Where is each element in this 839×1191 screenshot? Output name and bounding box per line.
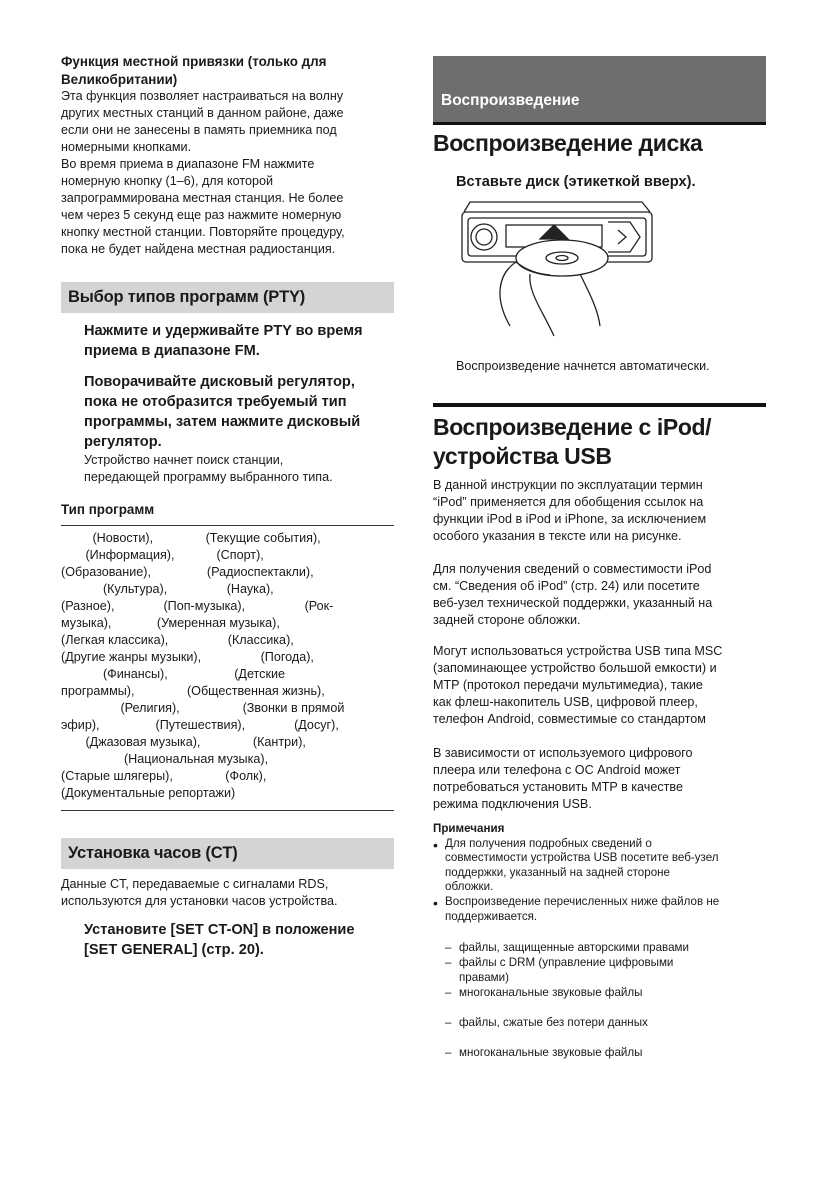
- local-seek-line: номерную кнопку (1–6), для которой: [61, 174, 274, 188]
- pty-types: [61, 500, 394, 811]
- dash-line: – многоканальные звуковые файлы: [459, 986, 643, 999]
- dash-line: – файлы с DRM (управление цифровыми: [459, 956, 674, 969]
- usb-line: (запоминающее устройство большой емкости) и: [433, 661, 717, 675]
- usb-title-line: Воспроизведение с iPod/: [433, 414, 712, 440]
- note-dash-item: [433, 1046, 779, 1061]
- usb-line: “iPod” применяется для обобщения ссылок на: [433, 495, 704, 509]
- divider: [433, 122, 766, 125]
- local-seek-title-1: Функция местной привязки (только для: [61, 54, 327, 69]
- notes-title: Примечания: [433, 822, 505, 835]
- local-seek-line: запрограммирована местная станция. Не более: [61, 191, 344, 205]
- usb-line: функции iPod в iPod и iPhone, за исключением: [433, 512, 707, 526]
- note-dash-item: [433, 956, 779, 985]
- note-item: [433, 895, 766, 924]
- pty-types-line: (Документальные репортажи): [61, 786, 236, 800]
- local-seek-line: других местных станций в данном районе, даже: [61, 106, 344, 120]
- pty-step-2-line: программы, затем нажмите дисковый: [84, 414, 361, 430]
- usb-playback-title: [433, 413, 766, 471]
- usb-title-line: устройства USB: [433, 443, 612, 469]
- divider: [433, 403, 766, 407]
- pty-step-2-desc: Устройство начнет поиск станции,: [84, 453, 284, 467]
- usb-line: задней стороне обложки.: [433, 613, 581, 627]
- pty-types-line: (Другие жанры музыки), (Погода),: [61, 650, 314, 664]
- note-line: • Воспроизведение перечисленных ниже файлов не: [445, 894, 720, 908]
- usb-line: см. “Сведения об iPod” (стр. 24) или посетите: [433, 579, 700, 593]
- local-seek-line: Во время приема в диапазоне FM нажмите: [61, 157, 315, 171]
- note-line: поддерживается.: [445, 909, 538, 923]
- playback-section-bar: [433, 56, 766, 122]
- disc-insert-step: Вставьте диск (этикеткой вверх).: [456, 174, 696, 190]
- local-seek-line: Эта функция позволяет настраиваться на волну: [61, 89, 344, 103]
- note-item: [433, 837, 766, 895]
- dash-line: – файлы, сжатые без потери данных: [459, 1016, 648, 1029]
- pty-step-2-line: регулятор.: [84, 434, 162, 450]
- usb-line: как флеш-накопитель USB, цифровой плеер,: [433, 695, 698, 709]
- pty-step-2-line: Поворачивайте дисковый регулятор,: [84, 374, 355, 390]
- usb-line: Могут использоваться устройства USB типа MSC: [433, 644, 723, 658]
- usb-paragraph-2: [433, 561, 766, 629]
- usb-notes: [433, 822, 766, 924]
- playback-section-label: Воспроизведение: [441, 92, 580, 109]
- local-seek-line: кнопку местной станции. Повторяйте процедуру,: [61, 225, 345, 239]
- pty-types-line: (Образование), (Радиоспектакли),: [61, 565, 314, 579]
- pty-types-line: музыка), (Умеренная музыка),: [61, 616, 280, 630]
- usb-line: В данной инструкции по эксплуатации термин: [433, 478, 703, 492]
- disc-playback-title: Воспроизведение диска: [433, 130, 703, 156]
- note-line: • Для получения подробных сведений о: [445, 836, 652, 850]
- ct-step-line: Установите [SET CT-ON] в положение: [84, 922, 355, 938]
- note-dash-item: [433, 1016, 779, 1031]
- pty-section-header: Выбор типов программ (PTY): [61, 282, 394, 313]
- pty-types-line: (Легкая классика), (Классика),: [61, 633, 294, 647]
- local-seek-section: [61, 53, 394, 258]
- pty-step-1: [84, 321, 396, 361]
- usb-line: MTP (протокол передачи мультимедиа), такие: [433, 678, 703, 692]
- local-seek-title-2: Великобритании): [61, 71, 178, 87]
- pty-step-2-line: пока не отобразится требуемый тип: [84, 394, 347, 410]
- pty-types-line: программы), (Общественная жизнь),: [61, 684, 325, 698]
- pty-types-line: (Национальная музыка),: [61, 752, 269, 766]
- usb-line: Для получения сведений о совместимости iPod: [433, 562, 712, 576]
- disc-insert-illustration: [458, 198, 658, 346]
- dash-line: – многоканальные звуковые файлы: [459, 1046, 643, 1059]
- local-seek-line: если они не занесены в память приемника под: [61, 123, 337, 137]
- usb-line: плеера или телефона с ОС Android может: [433, 763, 681, 777]
- pty-types-line: (Джазовая музыка), (Кантри),: [61, 735, 306, 749]
- usb-paragraph-1: [433, 477, 766, 545]
- pty-types-title: Тип программ: [61, 502, 155, 517]
- pty-step-2-desc: передающей программу выбранного типа.: [84, 470, 333, 484]
- pty-types-line: (Старые шлягеры), (Фолк),: [61, 769, 267, 783]
- pty-types-line: (Культура), (Наука),: [61, 582, 274, 596]
- local-seek-line: номерными кнопками.: [61, 140, 192, 154]
- ct-line: Данные CT, передаваемые с сигналами RDS,: [61, 877, 329, 891]
- pty-types-line: (Разное), (Поп-музыка), (Рок-: [61, 599, 334, 613]
- usb-line: особого указания в тексте или на рисунке.: [433, 529, 682, 543]
- usb-line: режима подключения USB.: [433, 797, 592, 811]
- usb-line: телефон Android, совместимые со стандартом: [433, 712, 706, 726]
- ct-line: используются для установки часов устройства.: [61, 894, 338, 908]
- ct-step-line: [SET GENERAL] (стр. 20).: [84, 942, 264, 958]
- divider: [61, 810, 394, 811]
- pty-types-line: (Финансы), (Детские: [61, 667, 286, 681]
- disc-auto-play-caption: Воспроизведение начнется автоматически.: [456, 359, 710, 373]
- usb-line: потребоваться установить MTP в качестве: [433, 780, 683, 794]
- usb-paragraph-4: [433, 745, 766, 813]
- usb-paragraph-3: [433, 643, 766, 728]
- note-line: обложки.: [445, 880, 494, 894]
- usb-line: веб-узел технической поддержки, указанный на: [433, 596, 713, 610]
- pty-step-1-line: приема в диапазоне FM.: [84, 343, 260, 359]
- pty-types-line: (Новости), (Текущие события),: [61, 531, 321, 545]
- ct-description: [61, 876, 394, 910]
- ct-step: [84, 920, 396, 960]
- local-seek-line: пока не будет найдена местная радиостанция.: [61, 242, 336, 256]
- local-seek-line: чем через 5 секунд еще раз нажмите номерную: [61, 208, 342, 222]
- usb-line: В зависимости от используемого цифрового: [433, 746, 693, 760]
- dash-line: – файлы, защищенные авторскими правами: [459, 941, 689, 954]
- note-line: совместимости устройства USB посетите веб-узел: [445, 851, 719, 865]
- note-line: поддержки, указанный на задней стороне: [445, 865, 671, 879]
- dash-line: правами): [459, 970, 509, 984]
- divider: [61, 525, 394, 526]
- note-dash-item: [433, 941, 779, 956]
- pty-step-2: [84, 372, 396, 486]
- pty-types-line: эфир), (Путешествия), (Досуг),: [61, 718, 339, 732]
- pty-types-line: (Религия), (Звонки в прямой: [61, 701, 345, 715]
- ct-section-header: Установка часов (CT): [61, 838, 394, 869]
- note-dash-item: [433, 986, 779, 1001]
- pty-step-1-line: Нажмите и удерживайте PTY во время: [84, 323, 363, 339]
- pty-types-line: (Информация), (Спорт),: [61, 548, 264, 562]
